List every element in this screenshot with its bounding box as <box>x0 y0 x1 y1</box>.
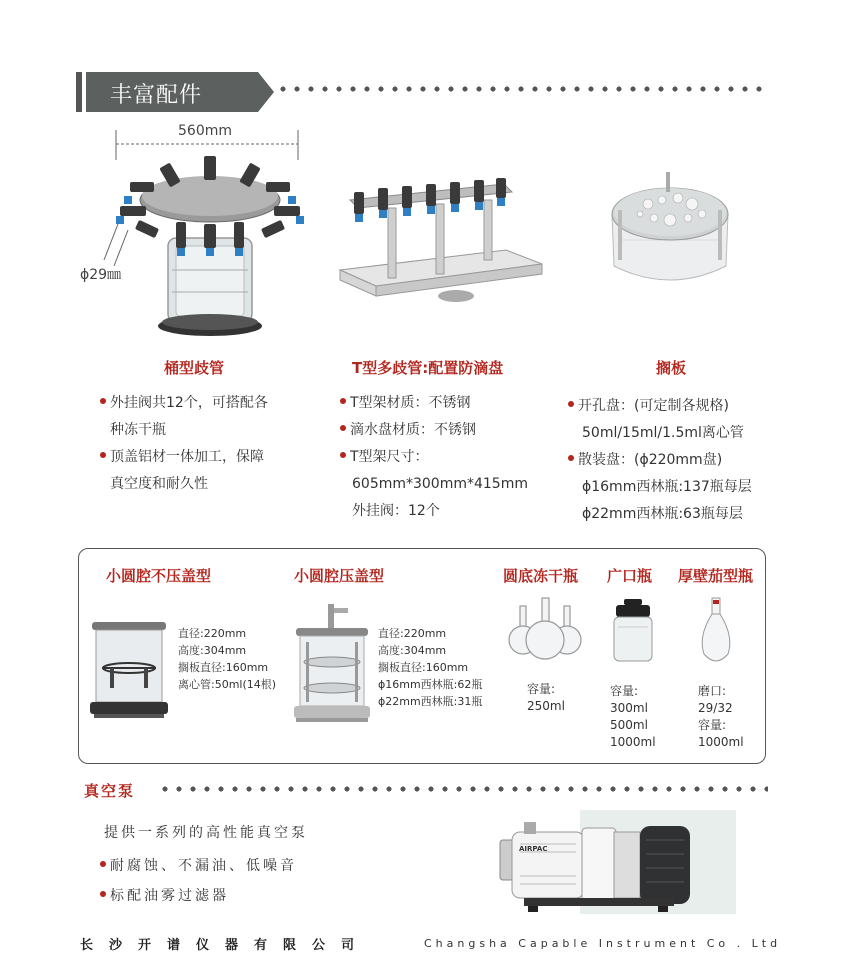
list-item: 顶盖铝材一体加工，保障 <box>100 444 300 471</box>
list-item: 外挂阀共12个，可搭配各 <box>100 390 300 417</box>
product-description-t-manifold <box>340 390 550 525</box>
spec-item: 500ml <box>610 718 648 732</box>
spec-list-pear-flask <box>698 683 744 751</box>
bullet-dot-icon <box>568 455 574 461</box>
round-bottom-flask-image <box>508 596 582 664</box>
list-item: 标配油雾过滤器 <box>100 881 229 911</box>
spec-item: ϕ22mm西林瓶:31瓶 <box>378 695 483 708</box>
product-title-barrel-manifold: 桶型歧管 <box>164 359 225 377</box>
spec-item: 250ml <box>527 699 565 713</box>
spec-item: 1000ml <box>610 735 656 749</box>
product-description-barrel-manifold <box>100 390 300 498</box>
list-item: 耐腐蚀、不漏油、低噪音 <box>100 851 297 881</box>
list-item: 50ml/15ml/1.5ml离心管 <box>582 425 744 441</box>
chamber-title-round-flask: 圆底冻干瓶 <box>503 567 579 585</box>
product-title-t-manifold: T型多歧管:配置防滴盘 <box>352 359 504 377</box>
bullet-dot-icon <box>340 425 346 431</box>
shelf-image <box>604 170 736 292</box>
spec-item: 1000ml <box>698 735 744 749</box>
chamber-title-press: 小圆腔压盖型 <box>294 567 385 585</box>
pump-section-title: 真空泵 <box>84 782 136 800</box>
footer-company-name-en: Changsha Capable Instrument Co . Ltd <box>424 937 782 950</box>
list-item: 开孔盘：(可定制各规格) <box>568 393 768 420</box>
spec-item: 离心管:50ml(14根) <box>178 678 277 691</box>
spec-item: 容量: <box>527 682 556 696</box>
chamber-title-no-press: 小圆腔不压盖型 <box>106 567 212 585</box>
small-chamber-press-image <box>292 602 372 726</box>
section-header-bar <box>76 72 82 112</box>
small-chamber-no-press-image <box>88 618 170 722</box>
list-item: 外挂阀：12个 <box>352 503 440 519</box>
list-item: 种冻干瓶 <box>110 422 166 438</box>
product-description-shelf <box>568 393 768 528</box>
section-divider-dots <box>276 86 766 92</box>
spec-item: ϕ16mm西林瓶:62瓶 <box>378 678 483 691</box>
spec-item: 29/32 <box>698 701 733 715</box>
bullet-dot-icon <box>100 452 106 458</box>
spec-item: 直径:220mm <box>178 627 247 640</box>
spec-item: 搁板直径:160mm <box>378 661 469 674</box>
spec-item: 容量: <box>610 684 639 698</box>
barrel-manifold-image <box>80 120 320 350</box>
diameter-dimension-label: ϕ29㎜ <box>80 267 122 283</box>
list-item: ϕ16mm西林瓶:137瓶每层 <box>582 479 752 495</box>
vacuum-pump-image <box>494 810 736 914</box>
pump-intro: 提供一系列的高性能真空泵 <box>104 825 308 841</box>
chamber-title-pear-flask: 厚壁茄型瓶 <box>678 567 754 585</box>
list-item: T型架材质：不锈钢 <box>340 390 550 417</box>
spec-item: 直径:220mm <box>378 627 447 640</box>
spec-item: 高度:304mm <box>378 644 447 657</box>
spec-list-press <box>378 625 482 710</box>
product-title-shelf: 搁板 <box>656 359 687 377</box>
pump-divider-dots <box>158 786 768 792</box>
list-item: 滴水盘材质：不锈钢 <box>340 417 550 444</box>
spec-item: 磨口: <box>698 684 727 698</box>
spec-item: 容量: <box>698 718 727 732</box>
bullet-dot-icon <box>568 401 574 407</box>
pump-brand-label: AIRPAC <box>519 845 548 853</box>
list-item: ϕ22mm西林瓶:63瓶每层 <box>582 506 743 522</box>
list-item: 真空度和耐久性 <box>110 476 208 492</box>
spec-list-wide-jar <box>610 683 656 751</box>
spec-item: 搁板直径:160mm <box>178 661 269 674</box>
pear-flask-image <box>696 596 736 668</box>
bullet-dot-icon <box>100 861 106 867</box>
chamber-title-wide-jar: 广口瓶 <box>607 567 653 585</box>
bullet-dot-icon <box>100 891 106 897</box>
wide-mouth-jar-image <box>610 597 656 665</box>
footer-company-name-cn: 长沙开谱仪器有限公司 <box>80 938 371 953</box>
list-item: 605mm*300mm*415mm <box>352 476 528 492</box>
section-title: 丰富配件 <box>110 83 203 108</box>
spec-list-round-flask <box>527 681 565 715</box>
spec-item: 300ml <box>610 701 648 715</box>
bullet-dot-icon <box>100 398 106 404</box>
t-manifold-image <box>336 178 546 308</box>
list-item: T型架尺寸： <box>340 444 550 471</box>
bullet-dot-icon <box>340 452 346 458</box>
list-item: 散装盘：(ϕ220mm盘) <box>568 447 768 474</box>
width-dimension-label: 560mm <box>178 123 232 139</box>
spec-list-no-press <box>178 625 276 693</box>
spec-item: 高度:304mm <box>178 644 247 657</box>
bullet-dot-icon <box>340 398 346 404</box>
